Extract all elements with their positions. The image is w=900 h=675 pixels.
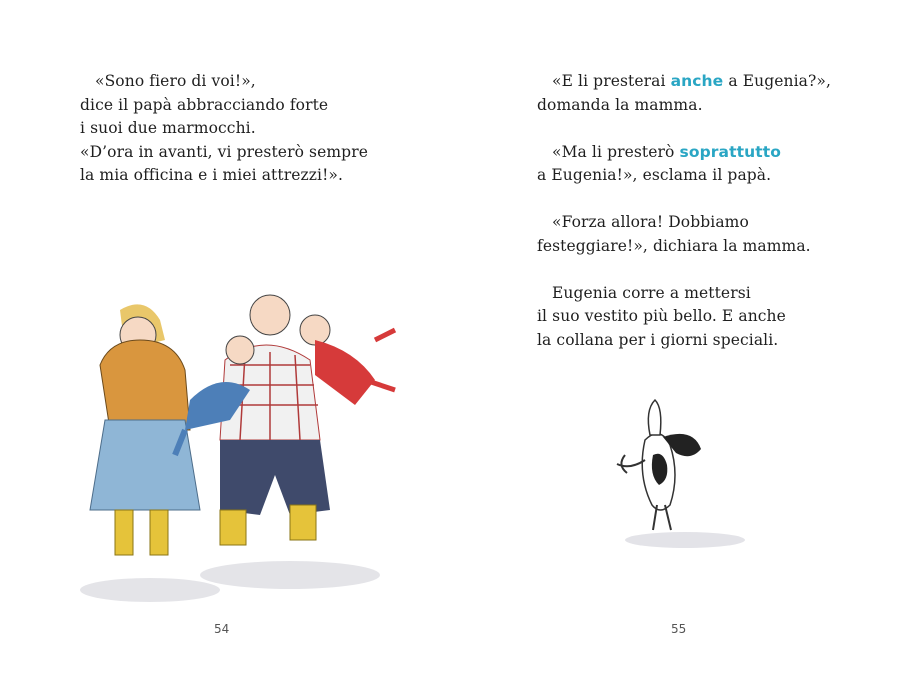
blank-line	[537, 188, 831, 212]
text-line: i suoi due marmocchi.	[80, 119, 256, 137]
text-line: dice il papà abbracciando forte	[80, 95, 329, 114]
dancing-dog-illustration	[605, 395, 755, 555]
family-hug-illustration	[60, 270, 430, 610]
text-span: a Eugenia?»,	[723, 72, 831, 90]
right-page	[450, 0, 900, 675]
text-line: il suo vestito più bello. E anche	[537, 307, 786, 325]
text-line: la collana per i giorni speciali.	[537, 330, 779, 349]
text-line: «Forza allora! Dobbiamo	[552, 213, 749, 231]
text-line: «Sono fiero di voi!»,	[95, 72, 256, 90]
text-line: a Eugenia!», esclama il papà.	[537, 166, 772, 184]
text-line: la mia officina e i miei attrezzi!».	[80, 166, 344, 184]
text-line: Eugenia corre a mettersi	[552, 283, 751, 302]
text-span: «E li presterai	[552, 72, 671, 90]
text-span: «Ma li presterò	[552, 142, 680, 161]
page-number: 55	[671, 622, 687, 636]
text-line: festeggiare!», dichiara la mamma.	[537, 236, 811, 255]
right-page-text	[537, 70, 831, 352]
blank-line	[537, 258, 831, 282]
text-line: domanda la mamma.	[537, 95, 703, 114]
page-number: 54	[214, 622, 230, 636]
highlighted-word: soprattutto	[679, 142, 781, 161]
left-page-text	[80, 70, 368, 188]
text-line	[537, 141, 831, 165]
highlighted-word: anche	[670, 72, 724, 90]
text-line	[537, 70, 831, 94]
blank-line	[537, 117, 831, 141]
text-line: «D’ora in avanti, vi presterò sempre	[80, 142, 368, 161]
